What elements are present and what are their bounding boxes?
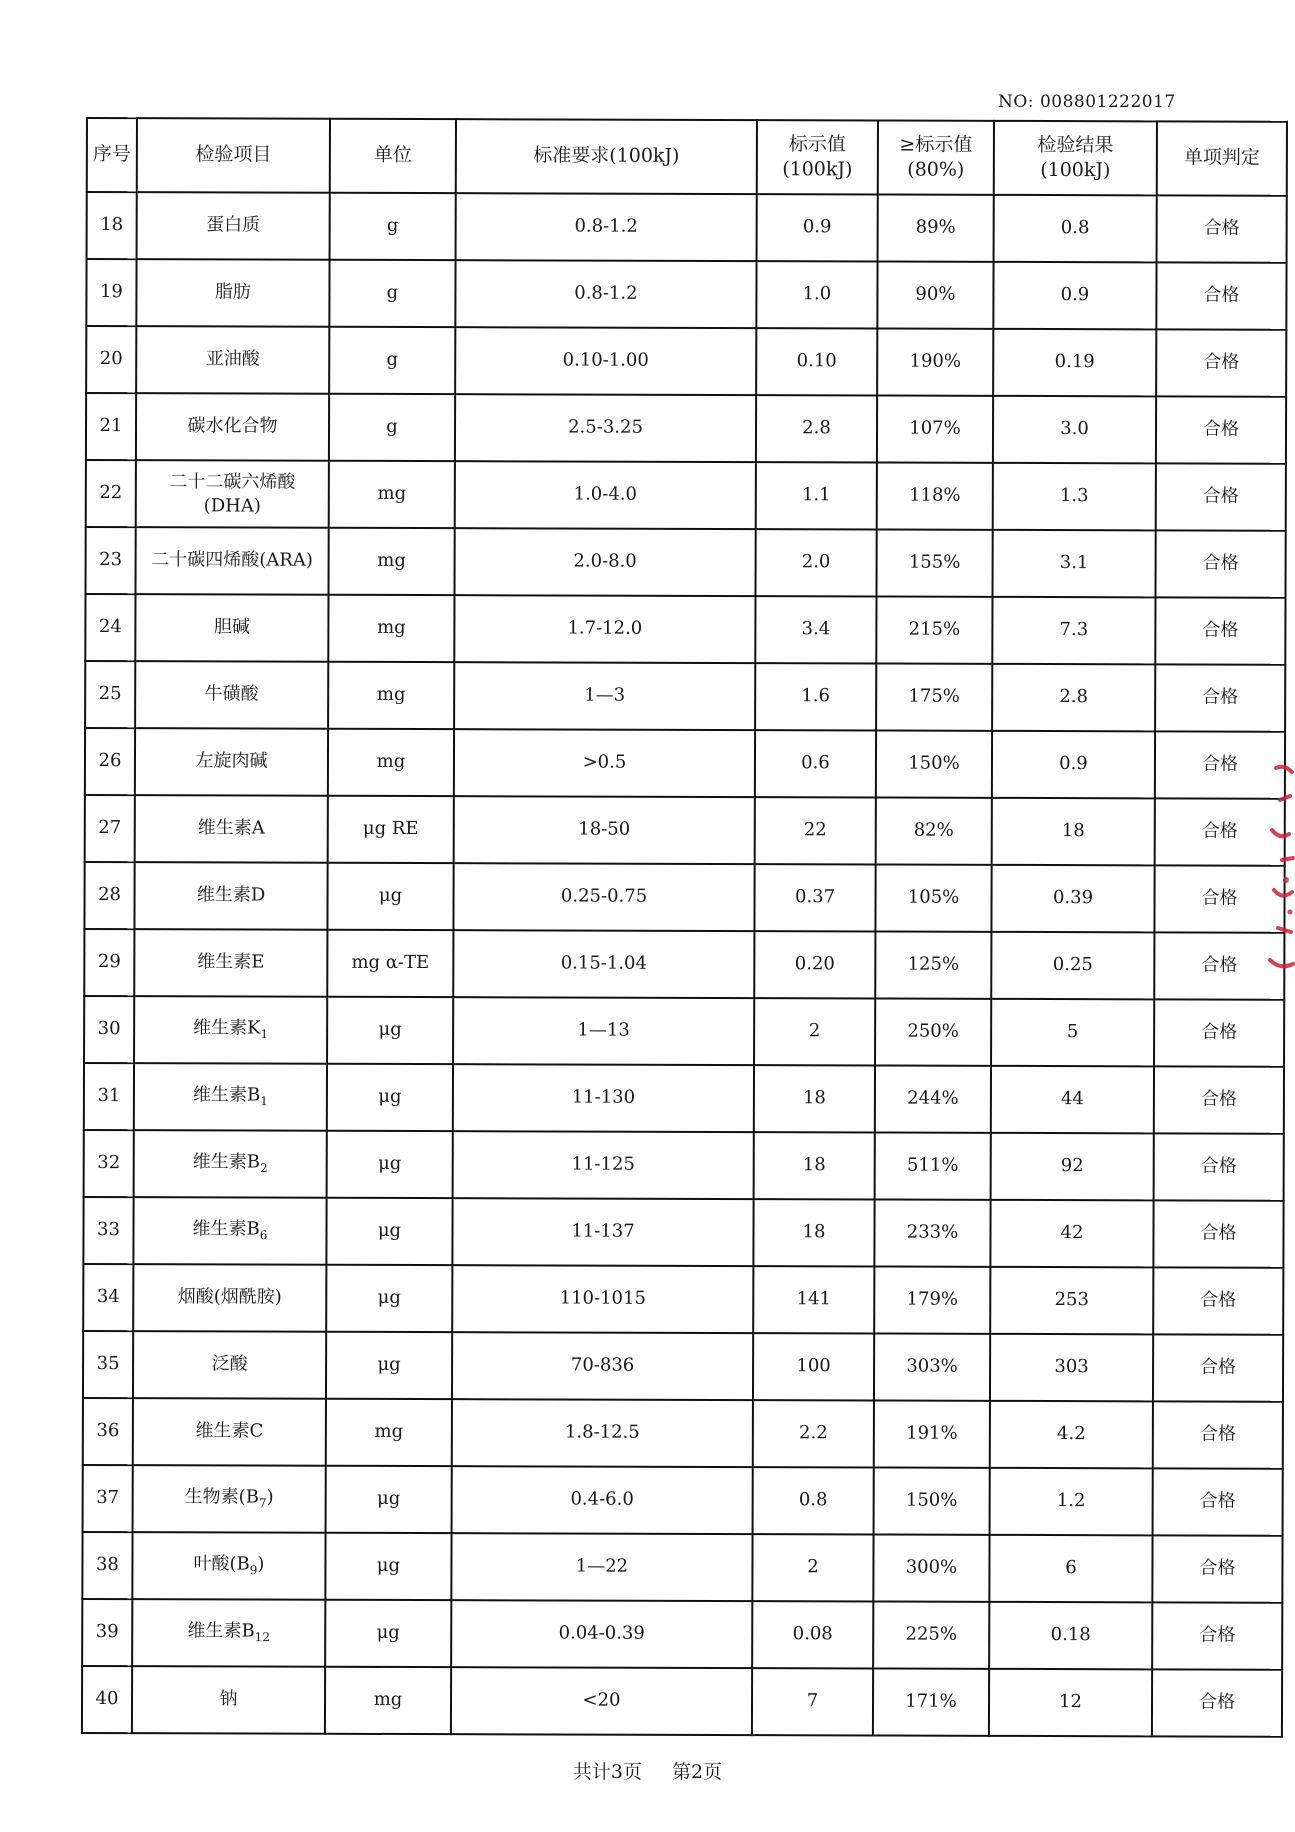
cell-standard: 110-1015 [452,1265,753,1333]
cell-item [132,1666,325,1734]
cell-item [134,996,327,1064]
header-item: 检验项目 [137,118,330,193]
cell-standard: 0.4-6.0 [452,1466,753,1534]
cell-standard: 1—3 [454,662,755,730]
item-name: 脂肪 [214,281,251,303]
cell-unit: mg [328,729,454,796]
cell-label-percent: 155% [876,529,992,596]
cell-standard: 2.5-3.25 [455,394,756,462]
cell-label-percent: 150% [876,730,992,797]
cell-item [132,1532,325,1600]
cell-result: 44 [991,1066,1154,1134]
cell-label-value: 2.2 [753,1400,874,1467]
cell-label-percent: 244% [875,1065,991,1132]
cell-result: 0.25 [991,932,1154,1000]
cell-item [133,1331,326,1399]
cell-label-percent: 171% [873,1668,989,1735]
cell-item [136,527,329,595]
item-name: 维生素C [195,1420,264,1442]
cell-standard: 0.04-0.39 [451,1600,752,1668]
cell-item [137,192,330,260]
cell-seq: 33 [83,1197,133,1264]
item-name: 牛磺酸 [204,683,259,705]
cell-result: 253 [990,1267,1153,1335]
cell-result: 12 [989,1669,1152,1737]
cell-standard: 11-125 [453,1131,754,1199]
table-row [83,1264,1283,1335]
cell-standard: 1—13 [453,997,754,1065]
item-name: 碳水化合物 [187,415,278,437]
cell-result: 0.39 [991,865,1154,933]
table-row [86,259,1286,330]
cell-result: 7.3 [992,597,1155,665]
header-result [994,121,1157,196]
cell-item [132,1599,325,1667]
cell-unit: mg [326,1399,452,1466]
cell-unit: μg [327,1131,453,1198]
cell-item [134,1130,327,1198]
cell-judgement: 合格 [1154,1133,1284,1200]
cell-unit: g [329,260,455,327]
table-row [86,393,1286,464]
cell-unit: μg RE [328,796,454,863]
cell-result: 18 [992,798,1155,866]
item-name: 泛酸 [211,1353,248,1375]
header-label-percent [878,120,994,194]
cell-standard: 11-130 [453,1064,754,1132]
cell-label-value: 18 [754,1065,875,1132]
cell-seq: 35 [83,1331,133,1398]
inspection-results-table [81,117,1288,1738]
header-label-percent-line2: (80%) [907,158,965,181]
cell-label-percent: 107% [877,395,993,462]
cell-judgement: 合格 [1156,262,1286,329]
table-row [84,862,1284,933]
cell-seq: 25 [85,661,135,728]
cell-result: 0.18 [989,1602,1152,1670]
cell-label-value: 7 [752,1668,873,1735]
cell-label-value: 0.8 [753,1467,874,1534]
cell-label-value: 3.4 [755,596,876,663]
cell-judgement: 合格 [1153,1468,1283,1535]
cell-seq: 28 [84,862,134,929]
cell-label-percent: 118% [877,462,993,529]
cell-label-value: 22 [755,797,876,864]
cell-label-percent: 89% [878,194,994,261]
cell-judgement: 合格 [1152,1669,1282,1736]
cell-standard: 0.10-1.00 [455,327,756,395]
item-name: 钠 [219,1688,238,1710]
cell-label-value: 2 [754,998,875,1065]
cell-judgement: 合格 [1152,1602,1282,1669]
cell-label-value: 18 [753,1199,874,1266]
cell-label-percent: 175% [876,663,992,730]
header-judgement: 单项判定 [1157,121,1287,195]
cell-standard: 0.8-1.2 [456,193,757,261]
cell-label-percent: 225% [873,1601,989,1668]
table-row [84,929,1284,1000]
cell-label-percent: 150% [874,1467,990,1534]
seal-ink-dot [1283,877,1289,883]
cell-standard: 1.8-12.5 [452,1399,753,1467]
cell-seq: 20 [86,326,136,393]
item-subscript: 2 [259,1161,268,1176]
cell-item [133,1197,326,1265]
cell-label-percent: 179% [874,1266,990,1333]
cell-judgement: 合格 [1153,1334,1283,1401]
table-row [86,326,1286,397]
cell-result: 92 [991,1133,1154,1201]
cell-label-percent: 191% [874,1400,990,1467]
table-row [85,795,1285,866]
cell-result: 303 [990,1334,1153,1402]
page-footer [0,1757,1295,1784]
cell-label-value: 1.1 [756,462,877,529]
table-row [84,1130,1284,1201]
cell-unit: μg [327,863,453,930]
cell-judgement: 合格 [1155,731,1285,798]
table-row [82,1532,1282,1603]
cell-item [135,594,328,662]
seal-ink-stroke [1270,767,1293,967]
table-row [83,1398,1283,1469]
cell-seq: 29 [84,929,134,996]
cell-seq: 18 [87,192,137,259]
cell-unit: μg [326,1332,452,1399]
cell-label-value: 1.0 [756,261,877,328]
cell-unit: μg [326,1466,452,1533]
item-name: 叶酸(B [193,1553,250,1575]
cell-label-percent: 215% [876,596,992,663]
cell-result: 0.9 [993,262,1156,330]
cell-label-value: 141 [753,1266,874,1333]
cell-seq: 19 [86,259,136,326]
cell-unit: mg [329,528,455,595]
cell-seq: 38 [82,1532,132,1599]
cell-standard: <20 [451,1667,752,1735]
cell-label-percent: 300% [873,1534,989,1601]
cell-standard: >0.5 [454,729,755,797]
cell-judgement: 合格 [1156,463,1286,530]
cell-result: 0.19 [993,329,1156,397]
header-label-percent-line1: ≥标示值 [899,133,973,157]
cell-standard: 1.0-4.0 [455,461,756,529]
cell-unit: mg α-TE [327,930,453,997]
cell-label-percent: 190% [877,328,993,395]
cell-item [136,259,329,327]
cell-label-value: 2.8 [756,395,877,462]
cell-label-value: 0.6 [755,730,876,797]
item-name: 维生素E [197,951,265,973]
table-row [82,1666,1282,1737]
cell-unit: μg [325,1600,451,1667]
cell-seq: 31 [84,1063,134,1130]
cell-judgement: 合格 [1155,597,1285,664]
cell-standard: 11-137 [452,1198,753,1266]
header-standard: 标准要求(100kJ) [456,119,757,194]
cell-result: 2.8 [992,664,1155,732]
cell-unit: g [330,193,456,260]
cell-unit: mg [328,595,454,662]
item-name: 维生素D [196,884,266,906]
cell-result: 0.9 [992,731,1155,799]
cell-seq: 21 [86,393,136,460]
item-subscript: 1 [260,1027,269,1042]
cell-label-percent: 105% [875,864,991,931]
cell-unit: mg [325,1667,451,1734]
cell-unit: μg [325,1533,451,1600]
cell-label-value: 1.6 [755,663,876,730]
cell-result: 4.2 [990,1401,1153,1469]
cell-standard: 1.7-12.0 [454,595,755,663]
cell-unit: μg [326,1265,452,1332]
header-label-value-line2: (100kJ) [782,158,853,181]
cell-standard: 18-50 [454,796,755,864]
cell-item [133,1398,326,1466]
cell-seq: 37 [83,1465,133,1532]
cell-standard: 70-836 [452,1332,753,1400]
cell-seq: 23 [86,527,136,594]
cell-result: 0.8 [994,195,1157,263]
table-row [85,728,1285,799]
cell-judgement: 合格 [1153,1200,1283,1267]
cell-item [133,1465,326,1533]
cell-label-value: 0.37 [754,864,875,931]
cell-unit: μg [327,997,453,1064]
cell-seq: 34 [83,1264,133,1331]
cell-judgement: 合格 [1153,1267,1283,1334]
item-subscript: 6 [259,1228,268,1243]
table-row [87,192,1287,263]
header-label-value [757,120,878,194]
table-row [83,1465,1283,1536]
cell-item [136,326,329,394]
cell-label-value: 0.10 [756,328,877,395]
cell-judgement: 合格 [1154,999,1284,1066]
item-name: 维生素B [192,1084,261,1106]
cell-seq: 30 [84,996,134,1063]
item-name: 二十碳四烯酸(ARA) [151,549,313,571]
cell-label-percent: 82% [876,797,992,864]
item-subscript: 12 [254,1630,270,1645]
table-row [85,661,1285,732]
header-result-line2: (100kJ) [1040,158,1111,182]
cell-judgement: 合格 [1155,798,1285,865]
item-subscript: 7 [258,1496,267,1511]
cell-unit: μg [326,1198,452,1265]
table-row [82,1599,1282,1670]
header-seq: 序号 [87,118,137,192]
cell-standard: 0.8-1.2 [455,260,756,328]
item-suffix: ) [257,1553,265,1575]
cell-item [133,1264,326,1332]
cell-item [135,661,328,729]
table-row [85,594,1285,665]
header-label-value-line1: 标示值 [788,133,846,156]
table-row [83,1197,1283,1268]
table-row [84,996,1284,1067]
cell-result: 5 [991,999,1154,1067]
table-row [86,527,1286,598]
cell-label-percent: 125% [875,931,991,998]
cell-unit: μg [327,1064,453,1131]
cell-label-percent: 90% [877,261,993,328]
item-name-line2: (DHA) [203,494,261,517]
cell-seq: 22 [86,460,136,527]
cell-label-percent: 233% [874,1199,990,1266]
cell-unit: mg [328,662,454,729]
cell-label-percent: 303% [874,1333,990,1400]
item-subscript: 1 [260,1094,268,1109]
cell-seq: 40 [82,1666,132,1733]
cell-seq: 27 [85,795,135,862]
table-row [83,1331,1283,1402]
cell-item [134,929,327,997]
cell-item [135,795,328,863]
cell-judgement: 合格 [1157,195,1287,262]
cell-item [134,1063,327,1131]
table-row [86,460,1286,531]
red-seal-stamp-fragment [1262,760,1295,1000]
cell-standard: 1—22 [451,1533,752,1601]
item-name: 蛋白质 [206,214,261,236]
cell-unit: g [329,394,455,461]
cell-judgement: 合格 [1154,865,1284,932]
cell-seq: 39 [82,1599,132,1666]
table-body [82,192,1287,1737]
item-name: 胆碱 [213,616,250,638]
header-unit: 单位 [330,119,456,193]
item-name: 烟酸(烟酰胺) [177,1286,282,1308]
cell-label-value: 2 [752,1534,873,1601]
cell-label-value: 2.0 [755,529,876,596]
cell-unit: mg [329,461,455,528]
item-name: 左旋肉碱 [195,750,268,772]
current-page: 第2页 [672,1761,723,1783]
cell-seq: 32 [84,1130,134,1197]
cell-judgement: 合格 [1154,932,1284,999]
item-name: 维生素A [197,817,265,839]
cell-item [135,728,328,796]
cell-unit: g [329,327,455,394]
cell-result: 6 [989,1535,1152,1603]
header-result-line1: 检验结果 [1037,134,1114,157]
cell-item [134,862,327,930]
item-suffix: ) [266,1486,274,1508]
cell-label-value: 100 [753,1333,874,1400]
cell-label-percent: 250% [875,998,991,1065]
cell-judgement: 合格 [1155,664,1285,731]
cell-result: 42 [990,1200,1153,1268]
cell-item [136,460,329,528]
cell-label-percent: 511% [875,1132,991,1199]
item-name: 二十二碳六烯酸 [169,471,296,493]
cell-standard: 0.25-0.75 [453,863,754,931]
cell-judgement: 合格 [1154,1066,1284,1133]
cell-seq: 36 [83,1398,133,1465]
item-name: 亚油酸 [205,348,260,370]
total-pages: 共计3页 [572,1761,642,1783]
seal-ink-dot [1288,910,1293,915]
item-name: 维生素B [192,1151,261,1173]
cell-judgement: 合格 [1156,329,1286,396]
cell-label-value: 0.20 [754,931,875,998]
item-name: 维生素B [187,1620,255,1642]
cell-item [136,393,329,461]
cell-seq: 26 [85,728,135,795]
cell-result: 3.0 [993,396,1156,464]
cell-standard: 0.15-1.04 [453,930,754,998]
cell-judgement: 合格 [1152,1535,1282,1602]
report-number: NO: 008801222017 [998,92,1176,112]
item-name: 维生素K [193,1017,261,1039]
table-header-row [87,118,1287,196]
cell-judgement: 合格 [1156,396,1286,463]
cell-label-value: 18 [754,1132,875,1199]
cell-label-value: 0.9 [757,194,878,261]
cell-standard: 2.0-8.0 [454,528,755,596]
cell-result: 1.2 [990,1468,1153,1536]
cell-label-value: 0.08 [752,1601,873,1668]
item-subscript: 9 [249,1563,258,1578]
cell-seq: 24 [85,594,135,661]
cell-result: 1.3 [993,463,1156,531]
item-name: 生物素(B [184,1486,259,1508]
cell-judgement: 合格 [1153,1401,1283,1468]
cell-result: 3.1 [992,530,1155,598]
table-row [84,1063,1284,1134]
item-name: 维生素B [192,1218,260,1240]
cell-judgement: 合格 [1155,530,1285,597]
